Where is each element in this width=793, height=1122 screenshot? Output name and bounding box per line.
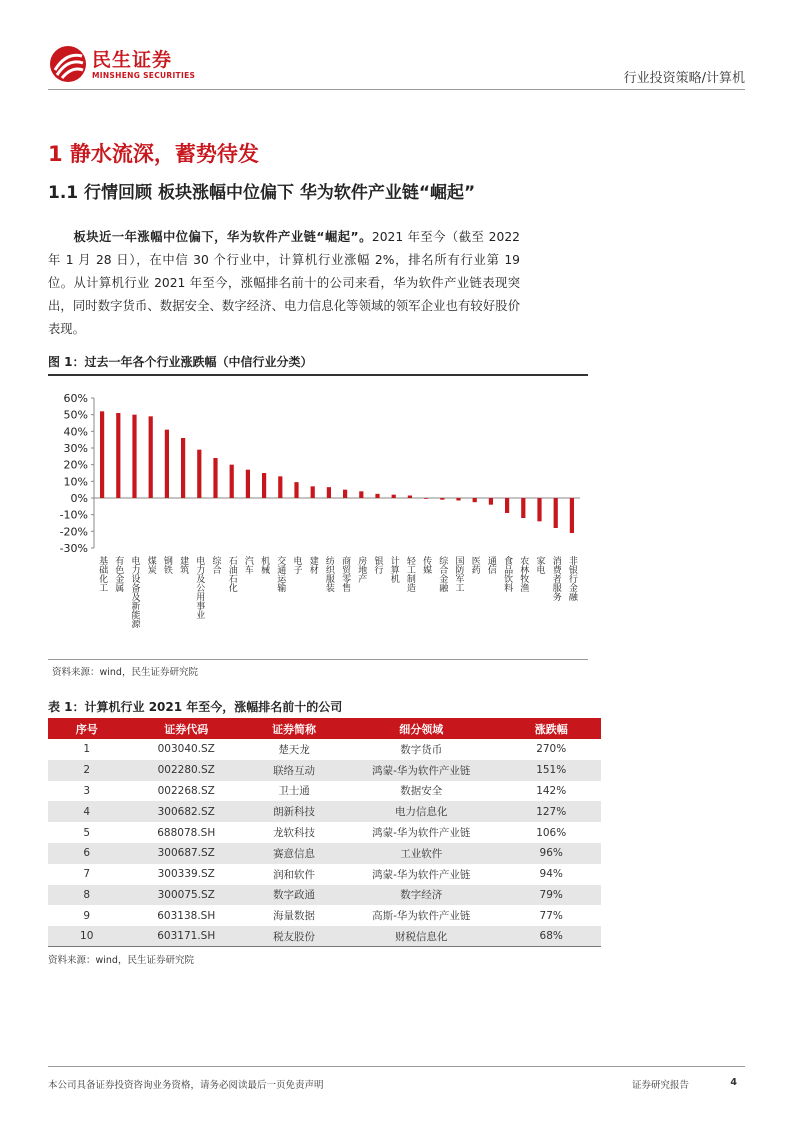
x-tick-label: 国防军工 bbox=[453, 556, 464, 592]
y-tick-label: 0% bbox=[70, 492, 88, 505]
table-cell: 财税信息化 bbox=[341, 926, 501, 947]
table-cell: 603138.SH bbox=[125, 905, 247, 926]
bar bbox=[327, 487, 331, 498]
x-tick-label: 房地产 bbox=[356, 556, 367, 583]
minsheng-logo-icon bbox=[48, 44, 88, 84]
table-cell: 朗新科技 bbox=[247, 801, 341, 822]
x-tick-label: 传媒 bbox=[421, 556, 432, 574]
table-cell: 94% bbox=[501, 864, 601, 885]
table-cell: 151% bbox=[501, 760, 601, 781]
x-tick-label: 煤炭 bbox=[145, 556, 156, 574]
table-row bbox=[48, 781, 601, 802]
y-tick-label: 40% bbox=[63, 425, 88, 439]
x-tick-label: 汽车 bbox=[242, 556, 253, 574]
table-cell: 96% bbox=[501, 843, 601, 864]
x-tick-label: 医药 bbox=[469, 556, 480, 574]
table-title: 表 1：计算机行业 2021 年至今，涨幅排名前十的公司 bbox=[48, 700, 343, 714]
table-cell: 002268.SZ bbox=[125, 781, 247, 802]
table-cell: 68% bbox=[501, 926, 601, 947]
table-cell: 鸿蒙-华为软件产业链 bbox=[341, 864, 501, 885]
y-tick-label: 30% bbox=[63, 442, 88, 455]
x-tick-label: 电子 bbox=[291, 556, 302, 574]
table-cell: 300339.SZ bbox=[125, 864, 247, 885]
bar bbox=[116, 413, 120, 498]
table-cell: 300687.SZ bbox=[125, 843, 247, 864]
x-tick-label: 纺织服装 bbox=[323, 556, 334, 592]
bar bbox=[505, 498, 509, 513]
y-tick-label: -30% bbox=[59, 542, 88, 555]
x-tick-label: 电力设备及新能源 bbox=[129, 556, 140, 628]
table-row bbox=[48, 843, 601, 864]
y-tick-label: 50% bbox=[63, 408, 88, 422]
paragraph-lead: 板块近一年涨幅中位偏下，华为软件产业链“崛起”。 bbox=[73, 230, 372, 244]
table-cell: 润和软件 bbox=[247, 864, 341, 885]
table-cell: 卫士通 bbox=[247, 781, 341, 802]
table-cell: 003040.SZ bbox=[125, 739, 247, 760]
x-tick-label: 交通运输 bbox=[275, 556, 286, 592]
x-tick-label: 石油石化 bbox=[226, 556, 237, 592]
bar bbox=[246, 470, 250, 498]
table-cell: 工业软件 bbox=[341, 843, 501, 864]
y-tick-label: 10% bbox=[63, 475, 88, 489]
table-cell: 127% bbox=[501, 801, 601, 822]
table-cell: 鸿蒙-华为软件产业链 bbox=[341, 760, 501, 781]
table-cell: 1 bbox=[48, 739, 125, 760]
bar bbox=[165, 430, 169, 498]
col-header: 序号 bbox=[48, 718, 125, 739]
table-row bbox=[48, 760, 601, 781]
logo-cn-text: 民生证券 bbox=[92, 48, 173, 71]
bar bbox=[132, 415, 136, 498]
bar bbox=[213, 458, 217, 498]
bar bbox=[537, 498, 541, 521]
logo bbox=[48, 44, 195, 84]
x-tick-label: 综合 bbox=[210, 556, 221, 574]
bar bbox=[294, 482, 298, 498]
table-cell: 300075.SZ bbox=[125, 885, 247, 906]
col-header: 涨跌幅 bbox=[501, 718, 601, 739]
table-cell: 赛意信息 bbox=[247, 843, 341, 864]
table-cell: 8 bbox=[48, 885, 125, 906]
x-tick-label: 基础化工 bbox=[97, 556, 108, 592]
table-cell: 楚天龙 bbox=[247, 739, 341, 760]
table-row bbox=[48, 864, 601, 885]
col-header: 细分领域 bbox=[341, 718, 501, 739]
table-cell: 77% bbox=[501, 905, 601, 926]
x-tick-label: 轻工制造 bbox=[404, 556, 415, 592]
x-tick-label: 农林牧渔 bbox=[518, 556, 529, 592]
x-tick-label: 通信 bbox=[485, 556, 496, 574]
x-tick-label: 银行 bbox=[372, 556, 383, 574]
table-cell: 106% bbox=[501, 822, 601, 843]
table-row bbox=[48, 801, 601, 822]
figure-title-text: 图 1：过去一年各个行业涨跌幅（中信行业分类） bbox=[48, 355, 313, 369]
bar bbox=[375, 494, 379, 498]
bar bbox=[343, 490, 347, 498]
top10-table bbox=[48, 718, 601, 947]
y-tick-label: 20% bbox=[63, 458, 88, 472]
section-heading: 1 静水流深，蓄势待发 bbox=[48, 142, 259, 166]
table-cell: 3 bbox=[48, 781, 125, 802]
bar bbox=[473, 498, 477, 502]
table-cell: 300682.SZ bbox=[125, 801, 247, 822]
table-row bbox=[48, 905, 601, 926]
x-tick-label: 电力及公用事业 bbox=[194, 556, 205, 619]
table-cell: 9 bbox=[48, 905, 125, 926]
page-header bbox=[48, 44, 745, 90]
table-cell: 鸿蒙-华为软件产业链 bbox=[341, 822, 501, 843]
table-cell: 数字经济 bbox=[341, 885, 501, 906]
bar bbox=[149, 416, 153, 498]
table-cell: 税友股份 bbox=[247, 926, 341, 947]
industry-returns-chart bbox=[48, 380, 588, 656]
table-header-row bbox=[48, 718, 601, 739]
table-cell: 142% bbox=[501, 781, 601, 802]
table-cell: 79% bbox=[501, 885, 601, 906]
bar bbox=[278, 476, 282, 498]
table-cell: 603171.SH bbox=[125, 926, 247, 947]
table-cell: 5 bbox=[48, 822, 125, 843]
table-source: 资料来源：wind，民生证券研究院 bbox=[48, 955, 194, 966]
bar bbox=[521, 498, 525, 518]
x-tick-label: 钢铁 bbox=[161, 556, 172, 574]
table-cell: 10 bbox=[48, 926, 125, 947]
table-cell: 电力信息化 bbox=[341, 801, 501, 822]
bar bbox=[230, 465, 234, 498]
x-tick-label: 非银行金融 bbox=[566, 556, 577, 601]
table-cell: 数据安全 bbox=[341, 781, 501, 802]
table-cell: 高斯-华为软件产业链 bbox=[341, 905, 501, 926]
bar bbox=[392, 495, 396, 498]
y-tick-label: 60% bbox=[63, 392, 88, 405]
table-cell: 数字货币 bbox=[341, 739, 501, 760]
x-tick-label: 综合金融 bbox=[437, 556, 448, 592]
table-cell: 7 bbox=[48, 864, 125, 885]
bar bbox=[359, 491, 363, 498]
x-tick-label: 消费者服务 bbox=[550, 556, 561, 601]
x-tick-label: 建材 bbox=[307, 556, 318, 574]
x-tick-label: 有色金属 bbox=[113, 556, 124, 592]
table-row bbox=[48, 926, 601, 947]
page-number: 4 bbox=[730, 1077, 737, 1088]
figure-source: 资料来源：wind，民生证券研究院 bbox=[52, 667, 198, 678]
figure-rule bbox=[48, 659, 588, 660]
bar bbox=[456, 498, 460, 501]
bar bbox=[262, 473, 266, 498]
col-header: 证券代码 bbox=[125, 718, 247, 739]
col-header: 证券简称 bbox=[247, 718, 341, 739]
figure-title bbox=[48, 353, 588, 376]
bar bbox=[570, 498, 574, 533]
table-cell: 海量数据 bbox=[247, 905, 341, 926]
table-cell: 联络互动 bbox=[247, 760, 341, 781]
bar bbox=[311, 486, 315, 498]
x-tick-label: 计算机 bbox=[388, 556, 399, 583]
disclaimer: 本公司具备证券投资咨询业务资格，请务必阅读最后一页免责声明 bbox=[48, 1080, 324, 1091]
table-cell: 6 bbox=[48, 843, 125, 864]
x-tick-label: 食品饮料 bbox=[502, 556, 513, 592]
report-category: 行业投资策略/计算机 bbox=[623, 71, 745, 86]
table-cell: 数字政通 bbox=[247, 885, 341, 906]
page-footer bbox=[48, 1066, 745, 1091]
bar bbox=[554, 498, 558, 528]
x-tick-label: 商贸零售 bbox=[340, 556, 351, 592]
table-cell: 4 bbox=[48, 801, 125, 822]
y-tick-label: -20% bbox=[59, 525, 88, 539]
table-cell: 270% bbox=[501, 739, 601, 760]
bar bbox=[197, 450, 201, 498]
bar bbox=[489, 498, 493, 505]
bar bbox=[424, 498, 428, 499]
paragraph-body: 2021 年至今（截至 2022 年 1 月 28 日），在中信 30 个行业中，计算机行业涨幅 2%，排名所有行业第 19 位。从计算机行业 2021 年至今，涨幅排名前十的公司来看，华为软件产业链表现突出，同时数字货币、数据安全、数字经济、电力信息化等领域的领军企业也有较好股价表现。 bbox=[48, 230, 520, 336]
table-cell: 002280.SZ bbox=[125, 760, 247, 781]
bar bbox=[408, 496, 412, 499]
table-row bbox=[48, 822, 601, 843]
subsection-heading: 1.1 行情回顾 板块涨幅中位偏下 华为软件产业链“崛起” bbox=[48, 183, 476, 203]
table-cell: 龙软科技 bbox=[247, 822, 341, 843]
table-cell: 2 bbox=[48, 760, 125, 781]
body-paragraph bbox=[48, 226, 520, 341]
y-tick-label: -10% bbox=[59, 508, 88, 522]
bar bbox=[440, 498, 444, 500]
bar bbox=[100, 411, 104, 498]
table-row bbox=[48, 885, 601, 906]
table-row bbox=[48, 739, 601, 760]
bar bbox=[181, 438, 185, 498]
x-tick-label: 机械 bbox=[259, 556, 270, 574]
report-type: 证券研究报告 bbox=[631, 1080, 689, 1091]
x-tick-label: 家电 bbox=[534, 556, 545, 574]
table-cell: 688078.SH bbox=[125, 822, 247, 843]
logo-en-text: MINSHENG SECURITIES bbox=[92, 70, 196, 80]
x-tick-label: 建筑 bbox=[178, 556, 189, 574]
